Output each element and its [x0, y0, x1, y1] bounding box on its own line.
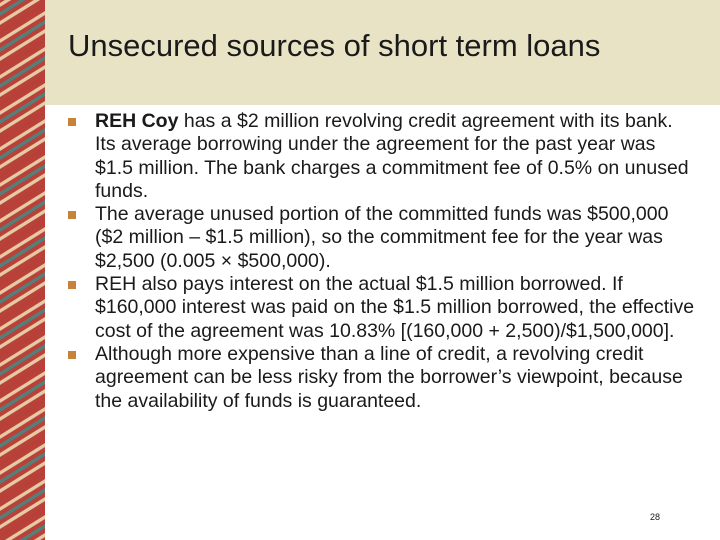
- bullet-text: REH also pays interest on the actual $1.5 million borrowed. If $160,000 interest was paid on the $1.5 million borrowed, the effective cost of the agreement was 10.83% [(160,000 + 2,500)/$1,500,000].: [95, 273, 695, 342]
- bullet-text: has a $2 million revolving credit agreement with its bank. Its average borrowing under the agreement for the past year was $1.5 million. The bank charges a commitment fee of 0.5% on unused funds.: [95, 110, 689, 202]
- bullet-item: [68, 110, 698, 203]
- bullet-text: Although more expensive than a line of credit, a revolving credit agreement can be less risky from the borrower’s viewpoint, because the availability of funds is guaranteed.: [95, 342, 683, 412]
- page-number: 28: [650, 512, 661, 522]
- bullet-item: [68, 343, 698, 413]
- bullet-lead: REH Coy: [95, 110, 179, 132]
- bullet-text: The average unused portion of the committed funds was $500,000 ($2 million – $1.5 million), so the commitment fee for the year was $2,500 (0.005 × $500,000).: [95, 203, 669, 272]
- bullet-list: [68, 110, 698, 413]
- bullet-item: [68, 273, 698, 343]
- bullet-square-icon: [68, 211, 76, 219]
- bullet-square-icon: [68, 118, 76, 126]
- bullet-square-icon: [68, 281, 76, 289]
- bullet-item: [68, 203, 698, 273]
- slide-title: Unsecured sources of short term loans: [68, 28, 601, 63]
- decorative-left-strip: [0, 0, 45, 540]
- bullet-square-icon: [68, 351, 76, 359]
- decorative-stripes: [0, 0, 45, 540]
